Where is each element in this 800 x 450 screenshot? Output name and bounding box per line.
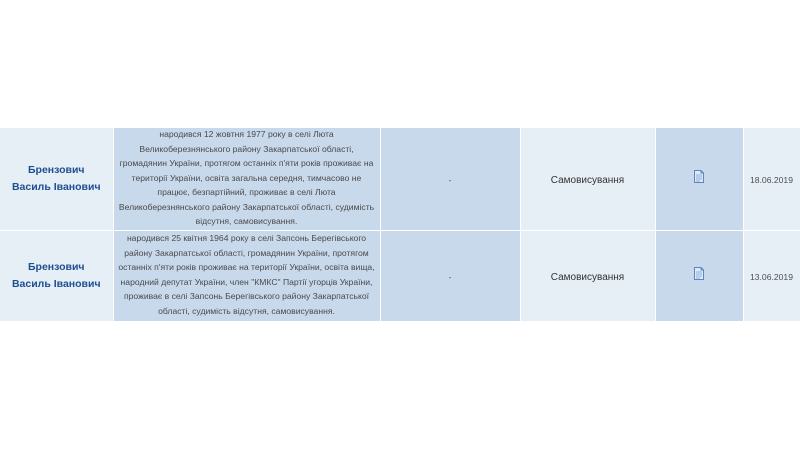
party-cell <box>380 128 520 231</box>
candidate-name-cell <box>0 128 113 231</box>
party-value: - <box>448 272 452 282</box>
document-cell <box>655 231 743 322</box>
date-cell <box>743 128 800 231</box>
registration-date: 18.06.2019 <box>749 175 793 185</box>
candidate-bio-cell <box>113 128 380 231</box>
candidate-name-link[interactable] <box>0 259 113 293</box>
candidates-table <box>0 128 800 322</box>
date-cell <box>743 231 800 322</box>
candidate-bio: народився 12 жовтня 1977 року в селі Люта Великоберезнянського району Закарпатської області, громадянин України, протягом останніх п'яти років проживає на території України, освіта загальна середня, тимчасово не працює, безпартійний, проживає в селі Люта Великоберезнянського району Закарпатської області, судимість відсутня, самовисування. <box>118 129 375 226</box>
candidate-given-names[interactable]: Василь Іванович <box>11 278 101 290</box>
document-cell <box>655 128 743 231</box>
table-row <box>0 231 800 322</box>
table-row <box>0 128 800 231</box>
candidate-bio: народився 25 квітня 1964 року в селі Запсонь Берегівського району Закарпатської області, громадянин України, протягом останніх п'яти років проживає на території України, освіта вища, народний депутат України, член "КМКС" Партії угорців України, проживає в селі Запсонь Берегівського району Закарпатської області, судимість відсутня, самовисування. <box>118 233 375 316</box>
registration-date: 13.06.2019 <box>749 272 793 282</box>
candidate-given-names[interactable]: Василь Іванович <box>11 181 101 193</box>
candidate-surname[interactable]: Брензович <box>27 261 85 273</box>
document-icon[interactable] <box>693 170 705 183</box>
document-icon[interactable] <box>693 267 705 280</box>
nominated-by-value: Самовисування <box>550 175 625 186</box>
candidate-name-cell <box>0 231 113 322</box>
candidate-name-link[interactable] <box>0 162 113 196</box>
party-cell <box>380 231 520 322</box>
candidate-surname[interactable]: Брензович <box>27 164 85 176</box>
nominated-by-cell <box>520 128 655 231</box>
party-value: - <box>448 175 452 185</box>
candidate-bio-cell <box>113 231 380 322</box>
nominated-by-value: Самовисування <box>550 272 625 283</box>
nominated-by-cell <box>520 231 655 322</box>
